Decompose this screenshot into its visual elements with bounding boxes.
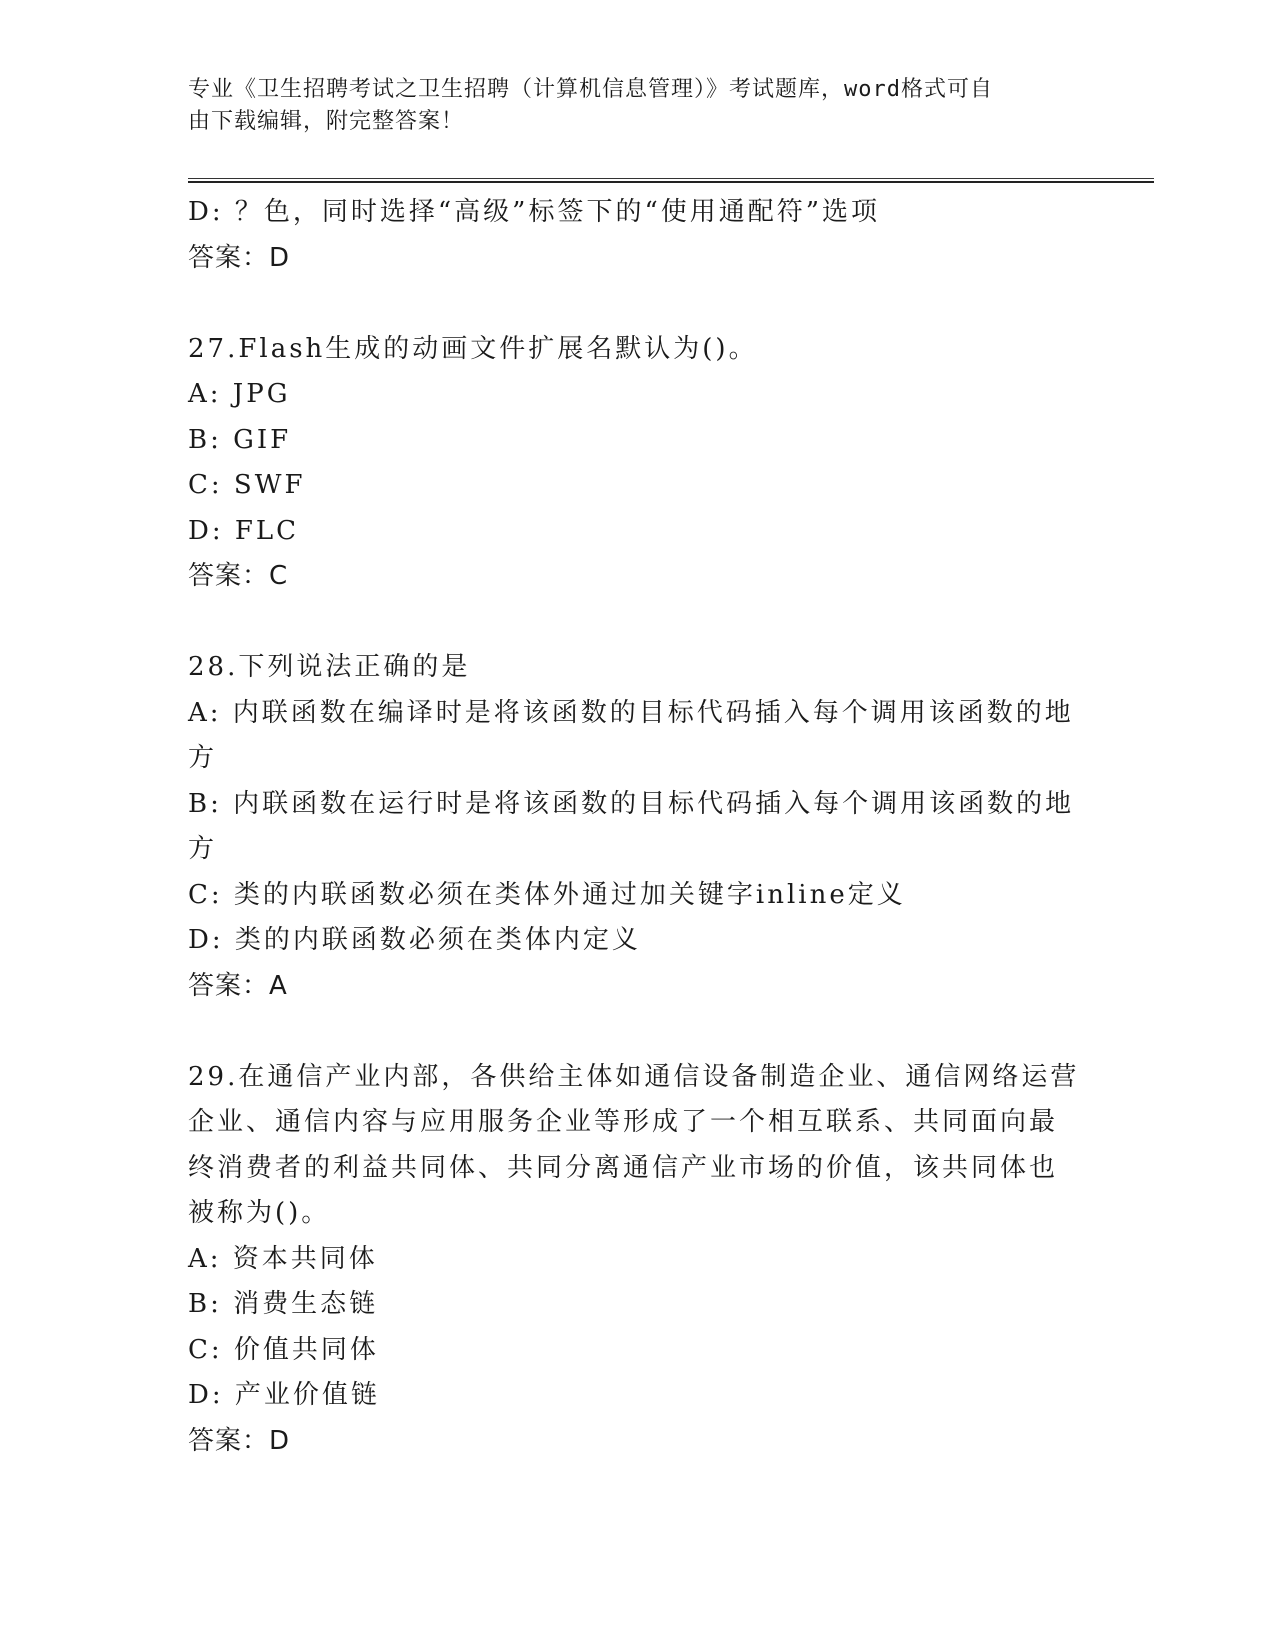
option-a: A: JPG [188, 379, 291, 409]
option-d: D: 产业价值链 [188, 1380, 380, 1410]
header-divider-thin [188, 178, 1154, 179]
question-stem-line-4: 被称为()。 [188, 1198, 331, 1228]
option-d-continued: D: ？色，同时选择“高级”标签下的“使用通配符”选项 [188, 197, 881, 227]
question-stem-line-3: 终消费者的利益共同体、共同分离通信产业市场的价值，该共同体也 [188, 1152, 1059, 1183]
spacer [188, 281, 1088, 327]
question-28 [188, 645, 1088, 1009]
header-line-2: 由下载编辑，附完整答案！ [188, 109, 465, 134]
answer: 答案：A [188, 970, 288, 1001]
question-29 [188, 1055, 1088, 1465]
question-stem: 27.Flash生成的动画文件扩展名默认为()。 [188, 333, 758, 364]
answer-26: 答案：D [188, 242, 291, 273]
option-a-wrap: 方 [188, 743, 218, 773]
question-list [188, 190, 1088, 1464]
question-stem-line-2: 企业、通信内容与应用服务企业等形成了一个相互联系、共同面向最 [188, 1107, 1059, 1137]
answer: 答案：C [188, 561, 289, 591]
header-divider-thick [188, 181, 1154, 183]
option-b: B: 消费生态链 [188, 1289, 379, 1319]
spacer [188, 600, 1088, 646]
option-b-wrap: 方 [188, 834, 218, 864]
option-b: B: 内联函数在运行时是将该函数的目标代码插入每个调用该函数的地 [188, 788, 1075, 819]
document-header [188, 74, 1068, 138]
header-line-1: 专业《卫生招聘考试之卫生招聘（计算机信息管理）》考试题库，word格式可自 [188, 77, 993, 102]
option-a: A: 资本共同体 [188, 1243, 378, 1274]
option-d: D: FLC [188, 515, 300, 546]
option-d: D: 类的内联函数必须在类体内定义 [188, 925, 641, 955]
question-27 [188, 327, 1088, 600]
question-stem-line-1: 29.在通信产业内部，各供给主体如通信设备制造企业、通信网络运营 [188, 1061, 1080, 1092]
question-stem: 28.下列说法正确的是 [188, 652, 471, 682]
option-c: C: SWF [188, 470, 306, 500]
answer: 答案：D [188, 1425, 291, 1456]
option-c: C: 类的内联函数必须在类体外通过加关键字inline定义 [188, 879, 906, 910]
option-a: A: 内联函数在编译时是将该函数的目标代码插入每个调用该函数的地 [188, 697, 1074, 728]
option-c: C: 价值共同体 [188, 1334, 379, 1365]
spacer [188, 1009, 1088, 1055]
option-b: B: GIF [188, 424, 292, 455]
